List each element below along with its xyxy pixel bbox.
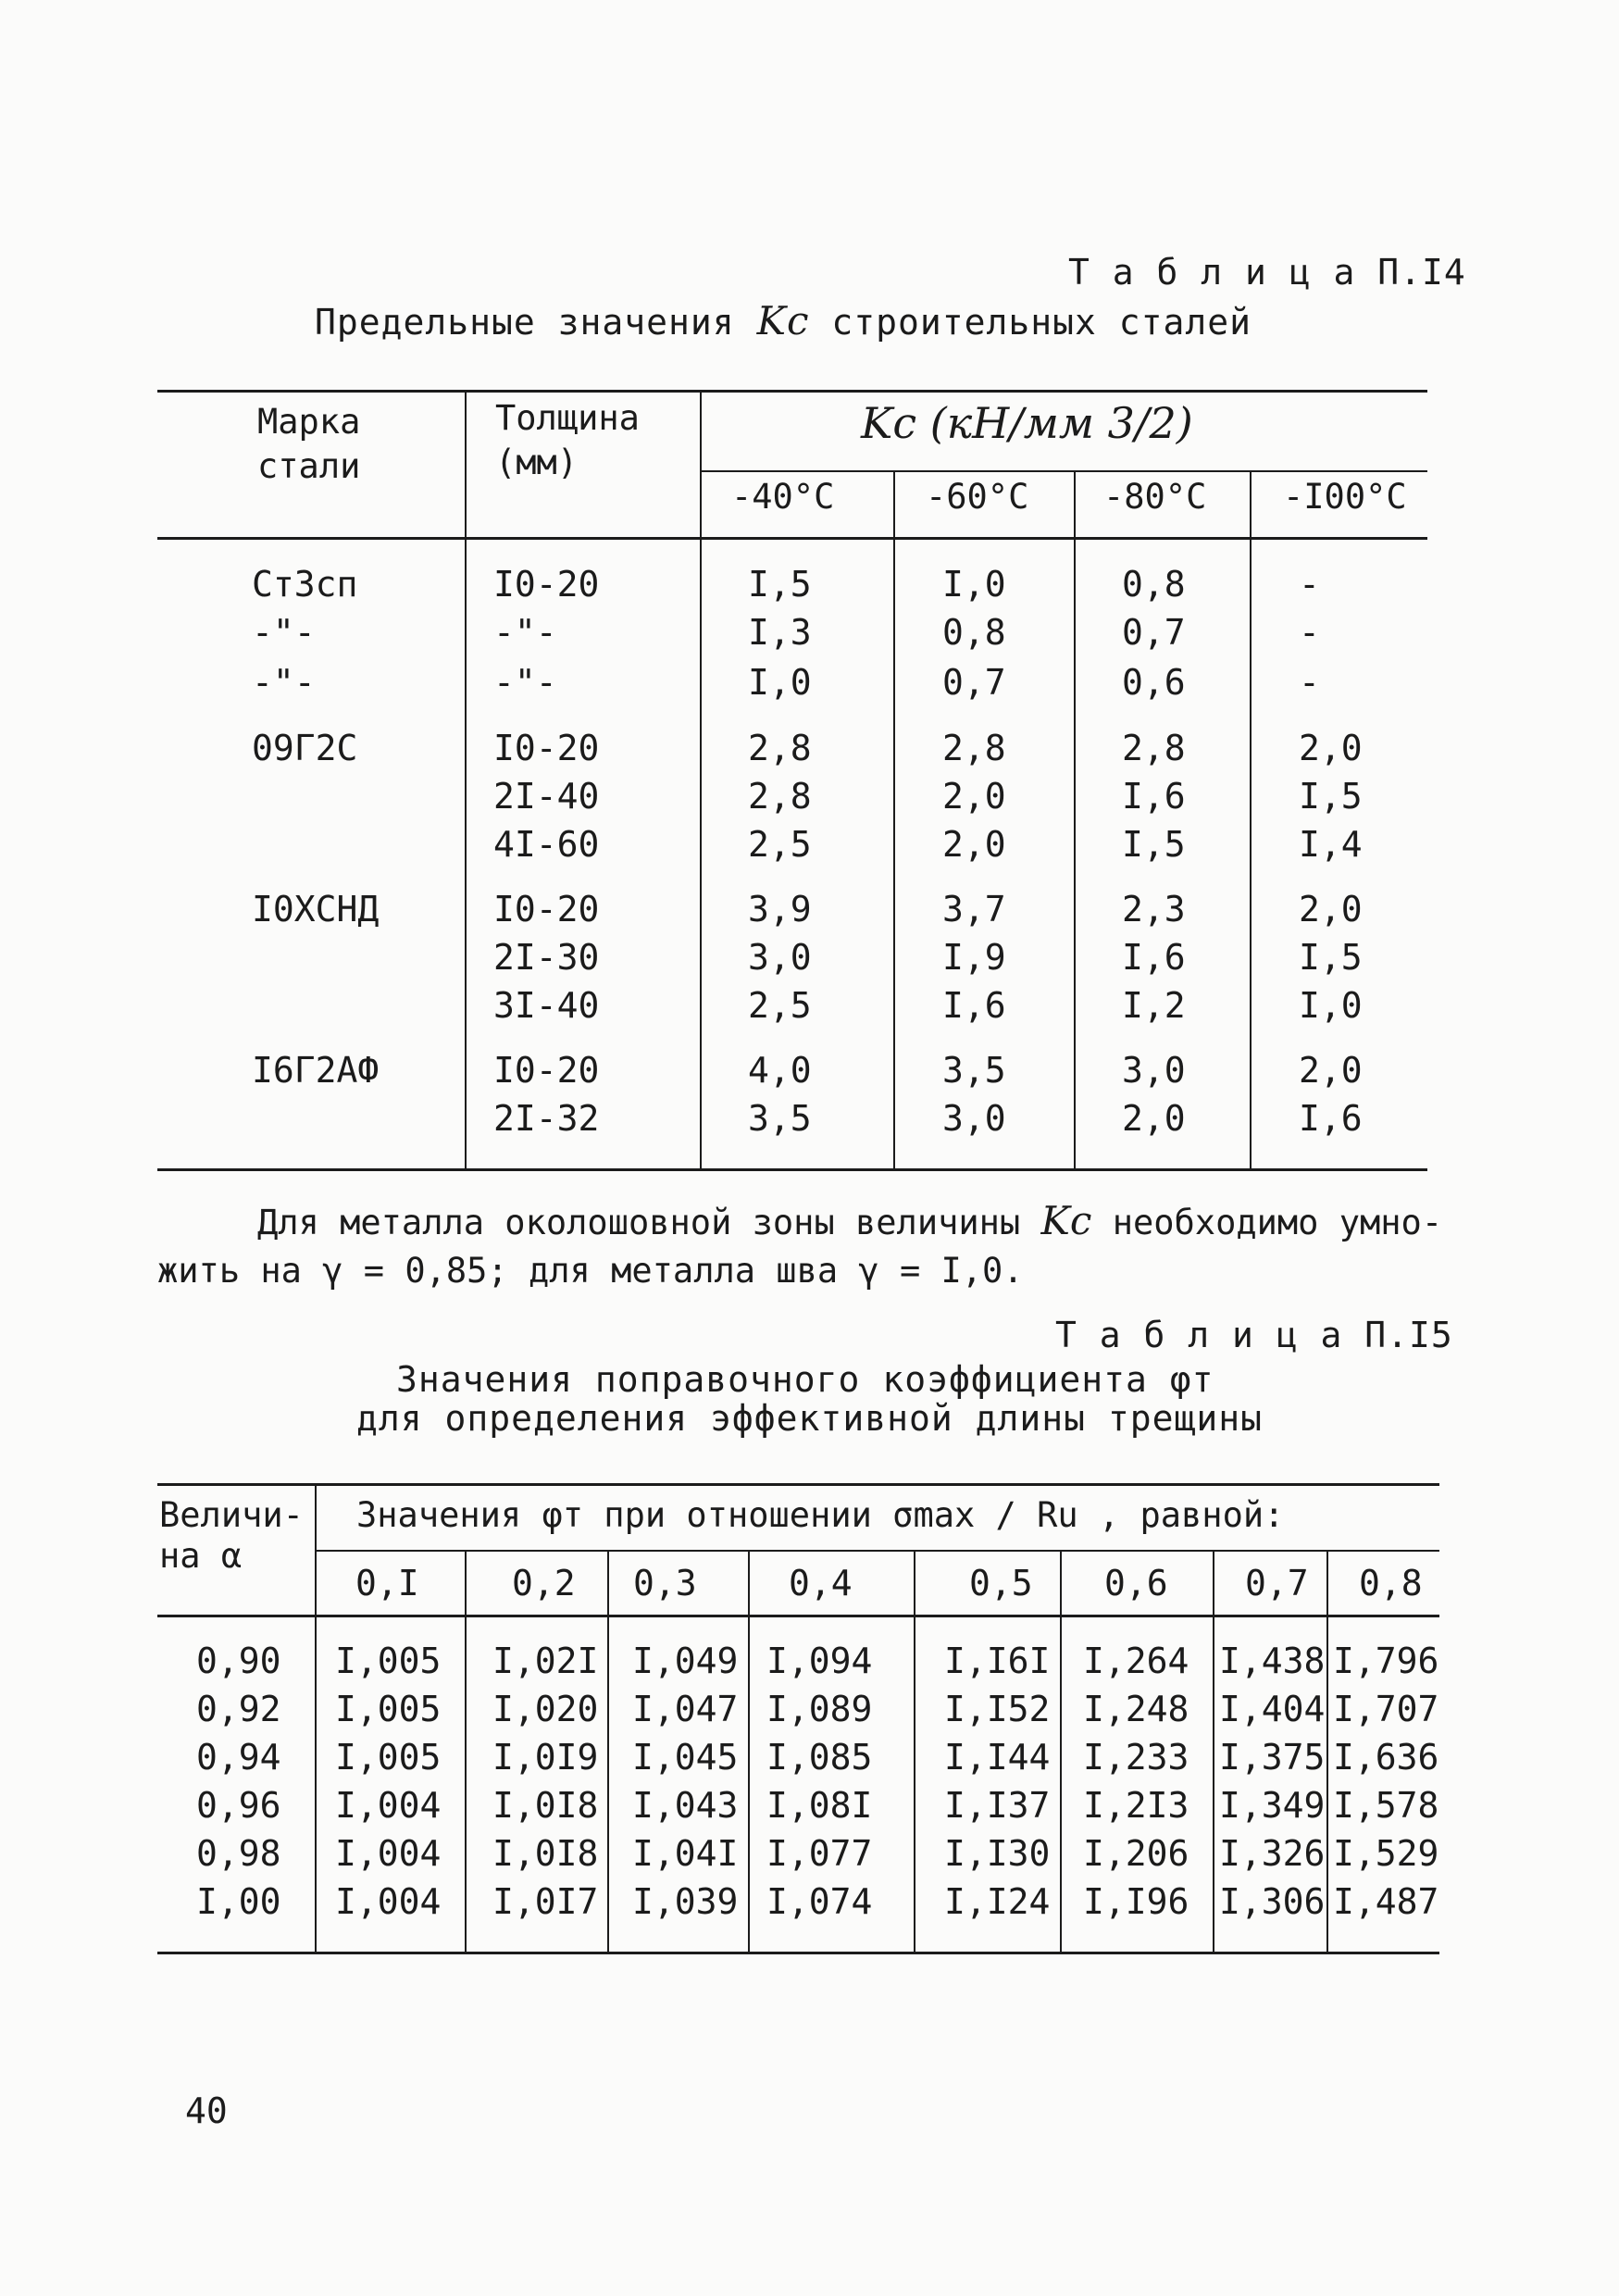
ratio-header-7: 0,8	[1359, 1563, 1423, 1603]
kc-cell-100: I,5	[1299, 776, 1363, 817]
kc-cell-80: 2,8	[1122, 728, 1186, 768]
grade-cell: 09Г2С	[252, 728, 358, 768]
table14-vline-3	[893, 470, 895, 1169]
phi-cell: I,529	[1333, 1833, 1439, 1874]
table14-head-rule	[157, 537, 1427, 540]
phi-cell: I,0I8	[492, 1833, 599, 1874]
table15-head-rule	[157, 1615, 1439, 1617]
table14-vline-2	[700, 390, 702, 1169]
phi-cell: I,004	[335, 1833, 442, 1874]
table14-vline-4	[1074, 470, 1076, 1169]
phi-cell: I,094	[766, 1641, 873, 1681]
col-alpha-header: Величи- на α	[159, 1495, 304, 1576]
kc-cell-80: 0,7	[1122, 612, 1186, 653]
phi-cell: I,047	[632, 1689, 739, 1729]
ratio-header-0: 0,I	[355, 1563, 419, 1603]
phi-cell: I,005	[335, 1737, 442, 1778]
kc-cell-60: 3,7	[942, 889, 1006, 930]
table15-vline-6	[1213, 1550, 1214, 1952]
thickness-cell: 2I-40	[493, 776, 600, 817]
col-values-header: Значения φт при отношении σmax / Ru , равной:	[356, 1495, 1285, 1535]
grade-cell: I6Г2АФ	[252, 1050, 380, 1091]
thickness-cell: -"-	[493, 612, 557, 653]
kc-cell-60: 2,8	[942, 728, 1006, 768]
phi-cell: I,085	[766, 1737, 873, 1778]
kc-cell-40: I,3	[748, 612, 812, 653]
phi-cell: I,I37	[944, 1785, 1051, 1826]
phi-cell: I,375	[1219, 1737, 1326, 1778]
kc-cell-80: 3,0	[1122, 1050, 1186, 1091]
kc-cell-100: 2,0	[1299, 889, 1363, 930]
phi-cell: I,I96	[1083, 1881, 1189, 1922]
phi-cell: I,004	[335, 1785, 442, 1826]
phi-cell: I,005	[335, 1689, 442, 1729]
kc-cell-100: -	[1299, 564, 1320, 605]
phi-cell: I,005	[335, 1641, 442, 1681]
kc-cell-60: 3,5	[942, 1050, 1006, 1091]
table15-title-line2: для определения эффективной длины трещины	[356, 1398, 1263, 1439]
phi-cell: I,707	[1333, 1689, 1439, 1729]
phi-cell: I,206	[1083, 1833, 1189, 1874]
note-text-2a: жить на	[157, 1251, 302, 1291]
table14-title-before: Предельные значения	[315, 302, 735, 343]
table15-vline-7	[1326, 1550, 1328, 1952]
phi-cell: I,0I9	[492, 1737, 599, 1778]
kc-cell-60: 2,0	[942, 824, 1006, 865]
grade-cell: -"-	[252, 662, 316, 703]
phi-cell: I,0I8	[492, 1785, 599, 1826]
kc-cell-60: I,9	[942, 937, 1006, 978]
alpha-cell: 0,96	[196, 1785, 281, 1826]
thickness-cell: I0-20	[493, 889, 600, 930]
phi-cell: I,089	[766, 1689, 873, 1729]
phi-cell: I,074	[766, 1881, 873, 1922]
gamma-value-1: γ = 0,85;	[322, 1251, 508, 1291]
ratio-header-2: 0,3	[633, 1563, 697, 1603]
kc-cell-80: I,6	[1122, 937, 1186, 978]
phi-cell: I,I30	[944, 1833, 1051, 1874]
phi-cell: I,796	[1333, 1641, 1439, 1681]
table14-top-rule	[157, 390, 1427, 393]
table14-label: Т а б л и ц а П.I4	[1068, 252, 1466, 293]
temp-header-2: -60°C	[926, 477, 1029, 517]
table15-label: Т а б л и ц а П.I5	[1055, 1315, 1453, 1355]
phi-cell: I,08I	[766, 1785, 873, 1826]
table14-title-after: строительных сталей	[831, 302, 1252, 343]
phi-cell: I,487	[1333, 1881, 1439, 1922]
phi-cell: I,077	[766, 1833, 873, 1874]
note-text-2b: для металла шва	[528, 1251, 839, 1291]
phi-cell: I,636	[1333, 1737, 1439, 1778]
kc-cell-100: -	[1299, 612, 1320, 653]
table14-subhead-rule	[701, 470, 1427, 472]
kc-cell-60: 2,0	[942, 776, 1006, 817]
table15-vline-5	[1060, 1550, 1062, 1952]
thickness-cell: -"-	[493, 662, 557, 703]
phi-cell: I,248	[1083, 1689, 1189, 1729]
kc-cell-60: 3,0	[942, 1098, 1006, 1139]
table14-vline-1b	[465, 537, 467, 1169]
table14-vline-1	[465, 390, 467, 538]
kc-cell-40: 3,9	[748, 889, 812, 930]
grade-cell: Ст3сп	[252, 564, 358, 605]
kc-cell-40: 2,5	[748, 824, 812, 865]
kc-cell-80: 2,3	[1122, 889, 1186, 930]
table15-vline-4	[914, 1550, 915, 1952]
ratio-header-4: 0,5	[969, 1563, 1033, 1603]
table15-vline-2	[607, 1550, 609, 1952]
kc-cell-80: 2,0	[1122, 1098, 1186, 1139]
phi-cell: I,438	[1219, 1641, 1326, 1681]
alpha-cell: 0,90	[196, 1641, 281, 1681]
phi-cell: I,233	[1083, 1737, 1189, 1778]
phi-cell: I,004	[335, 1881, 442, 1922]
kc-cell-60: I,6	[942, 985, 1006, 1026]
alpha-cell: 0,92	[196, 1689, 281, 1729]
grade-cell: -"-	[252, 612, 316, 653]
page-number: 40	[185, 2090, 228, 2131]
col-kc-header: Kc (кН/мм 3/2)	[861, 398, 1193, 448]
temp-header-1: -40°C	[731, 477, 835, 517]
phi-cell: I,045	[632, 1737, 739, 1778]
table15-vline-0	[315, 1483, 317, 1952]
grade-cell: I0ХСНД	[252, 889, 380, 930]
col-grade-header: Марка стали	[257, 402, 361, 486]
kc-cell-80: I,6	[1122, 776, 1186, 817]
kc-cell-80: I,5	[1122, 824, 1186, 865]
kc-cell-100: I,4	[1299, 824, 1363, 865]
kc-cell-80: I,2	[1122, 985, 1186, 1026]
kc-cell-100: I,5	[1299, 937, 1363, 978]
phi-cell: I,02I	[492, 1641, 599, 1681]
kc-cell-100: 2,0	[1299, 1050, 1363, 1091]
kc-cell-100: 2,0	[1299, 728, 1363, 768]
phi-cell: I,I24	[944, 1881, 1051, 1922]
phi-cell: I,04I	[632, 1833, 739, 1874]
gamma-value-2: γ = I,0.	[858, 1251, 1024, 1291]
thickness-cell: I0-20	[493, 728, 600, 768]
note-text-1a: Для металла околошовной зоны величины	[257, 1203, 1021, 1242]
phi-cell: I,404	[1219, 1689, 1326, 1729]
phi-cell: I,349	[1219, 1785, 1326, 1826]
note-line-1	[157, 1196, 1442, 1248]
ratio-header-6: 0,7	[1245, 1563, 1309, 1603]
table15-bottom-rule	[157, 1952, 1439, 1954]
kc-cell-40: I,0	[748, 662, 812, 703]
table15-subhead-rule	[315, 1550, 1439, 1552]
kc-cell-60: 0,8	[942, 612, 1006, 653]
thickness-cell: 3I-40	[493, 985, 600, 1026]
temp-header-3: -80°C	[1103, 477, 1207, 517]
kc-cell-60: I,0	[942, 564, 1006, 605]
kc-cell-60: 0,7	[942, 662, 1006, 703]
temp-header-4: -I00°C	[1283, 477, 1407, 517]
phi-cell: I,043	[632, 1785, 739, 1826]
alpha-cell: I,00	[196, 1881, 281, 1922]
table14-vline-5	[1250, 470, 1252, 1169]
kc-cell-80: 0,8	[1122, 564, 1186, 605]
ratio-header-5: 0,6	[1104, 1563, 1168, 1603]
phi-cell: I,326	[1219, 1833, 1326, 1874]
thickness-cell: 2I-32	[493, 1098, 600, 1139]
kc-cell-40: 3,5	[748, 1098, 812, 1139]
kc-cell-40: 2,5	[748, 985, 812, 1026]
phi-cell: I,I44	[944, 1737, 1051, 1778]
thickness-cell: I0-20	[493, 564, 600, 605]
table15-vline-3	[748, 1550, 750, 1952]
ratio-header-1: 0,2	[512, 1563, 576, 1603]
table14-title	[315, 298, 1252, 343]
kc-cell-40: I,5	[748, 564, 812, 605]
table15-top-rule	[157, 1483, 1439, 1486]
phi-cell: I,I6I	[944, 1641, 1051, 1681]
kc-symbol-note: Kc	[1040, 1198, 1092, 1243]
kc-cell-100: I,0	[1299, 985, 1363, 1026]
phi-cell: I,I52	[944, 1689, 1051, 1729]
note-text-1b: необходимо умно-	[1112, 1203, 1443, 1242]
kc-symbol: Kc	[756, 298, 810, 343]
table15-title-line1: Значения поправочного коэффициента φт	[396, 1359, 1214, 1400]
thickness-cell: 4I-60	[493, 824, 600, 865]
kc-cell-100: -	[1299, 662, 1320, 703]
phi-cell: I,039	[632, 1881, 739, 1922]
col-thickness-header: Толщина (мм)	[495, 398, 640, 482]
kc-cell-40: 3,0	[748, 937, 812, 978]
kc-cell-100: I,6	[1299, 1098, 1363, 1139]
thickness-cell: I0-20	[493, 1050, 600, 1091]
phi-cell: I,578	[1333, 1785, 1439, 1826]
table14-bottom-rule	[157, 1168, 1427, 1171]
ratio-header-3: 0,4	[789, 1563, 853, 1603]
phi-cell: I,0I7	[492, 1881, 599, 1922]
table15-vline-1	[465, 1550, 467, 1952]
note-line-2	[157, 1246, 1024, 1296]
phi-cell: I,020	[492, 1689, 599, 1729]
phi-cell: I,264	[1083, 1641, 1189, 1681]
phi-cell: I,306	[1219, 1881, 1326, 1922]
phi-cell: I,049	[632, 1641, 739, 1681]
kc-cell-40: 2,8	[748, 728, 812, 768]
alpha-cell: 0,98	[196, 1833, 281, 1874]
kc-cell-40: 4,0	[748, 1050, 812, 1091]
kc-cell-40: 2,8	[748, 776, 812, 817]
kc-cell-80: 0,6	[1122, 662, 1186, 703]
phi-cell: I,2I3	[1083, 1785, 1189, 1826]
thickness-cell: 2I-30	[493, 937, 600, 978]
alpha-cell: 0,94	[196, 1737, 281, 1778]
